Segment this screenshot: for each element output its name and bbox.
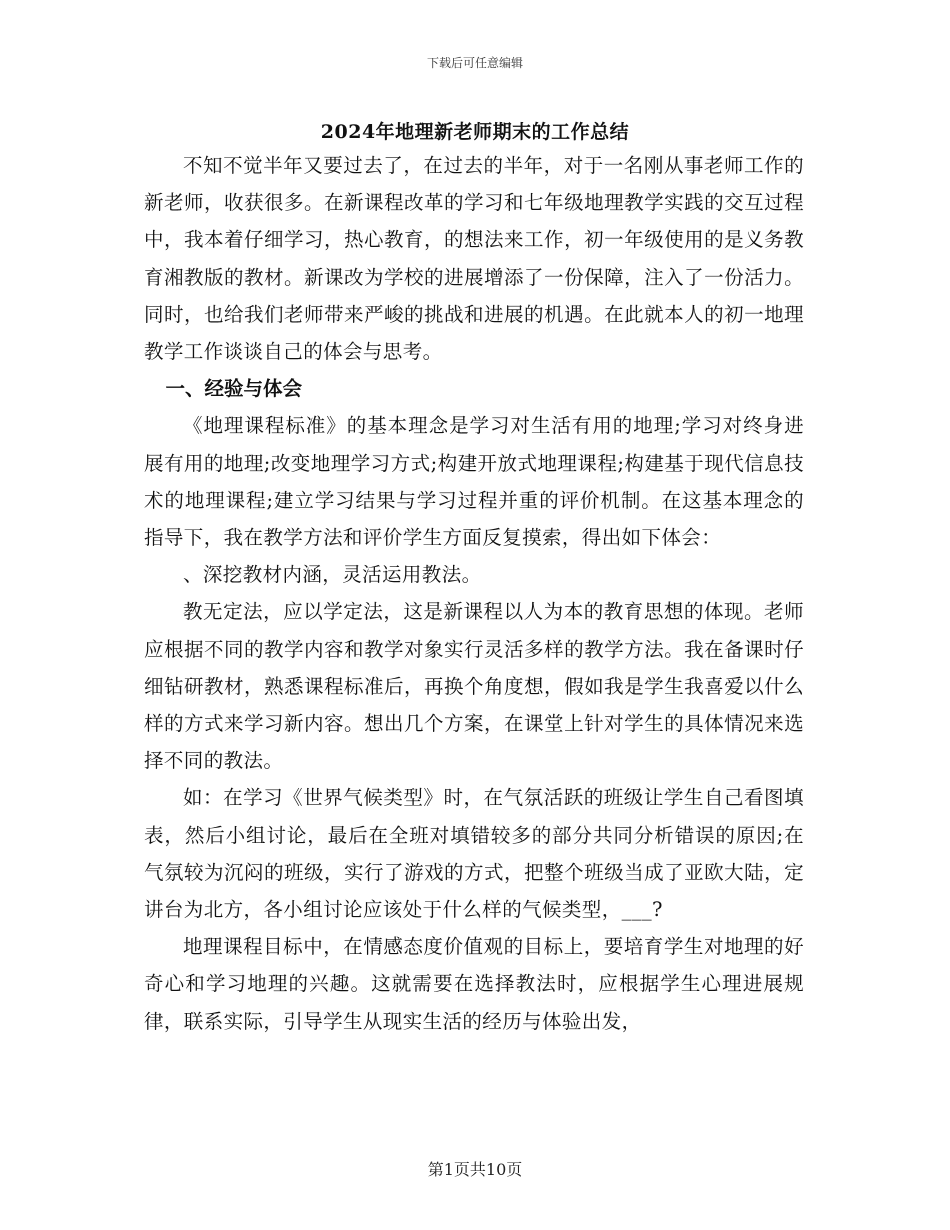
paragraph-curriculum-standard: 《地理课程标准》的基本理念是学习对生活有用的地理;学习对终身进展有用的地理;改变地理学习方式;构建开放式地理课程;构建基于现代信息技术的地理课程;建立学习结果与学习过程并重的评价机制。在这基本理念的指导下，我在教学方法和评价学生方面反复摸索，得出如下体会： [144,414,804,550]
paragraph-course-goals: 地理课程目标中，在情感态度价值观的目标上，要培育学生对地理的好奇心和学习地理的兴趣。这就需要在选择教法时，应根据学生心理进展规律，联系实际，引导学生从现实生活的经历与体验出发， [144,935,804,1033]
document-body [144,147,804,1040]
document-title: 2024年地理新老师期末的工作总结 [320,121,630,143]
section-heading-experience: 一、经验与体会 [165,377,302,401]
paragraph-subheading-teaching-methods: 、深挖教材内涵，灵活运用教法。 [183,563,482,587]
paragraph-intro: 不知不觉半年又要过去了，在过去的半年，对于一名刚从事老师工作的新老师，收获很多。在新课程改革的学习和七年级地理教学实践的交互过程中，我本着仔细学习，热心教育，的想法来工作，初一年级使用的是义务教育湘教版的教材。新课改为学校的进展增添了一份保障，注入了一份活力。同时，也给我们老师带来严峻的挑战和进展的机遇。在此就本人的初一地理教学工作谈谈自己的体会与思考。 [144,154,804,364]
header-note: 下载后可任意编辑 [426,56,523,70]
page-number-footer: 第1页共10页 [427,1160,523,1179]
paragraph-example-climate: 如：在学习《世界气候类型》时，在气氛活跃的班级让学生自己看图填表，然后小组讨论，最后在全班对填错较多的部分共同分析错误的原因;在气氛较为沉闷的班级，实行了游戏的方式，把整个班级当成了亚欧大陆，定讲台为北方，各小组讨论应该处于什么样的气候类型，___? [144,786,804,922]
paragraph-teaching-method: 教无定法，应以学定法，这是新课程以人为本的教育思想的体现。老师应根据不同的教学内容和教学对象实行灵活多样的教学方法。我在备课时仔细钻研教材，熟悉课程标准后，再换个角度想，假如我是学生我喜爱以什么样的方式来学习新内容。想出几个方案，在课堂上针对学生的具体情况来选择不同的教法。 [144,600,804,773]
